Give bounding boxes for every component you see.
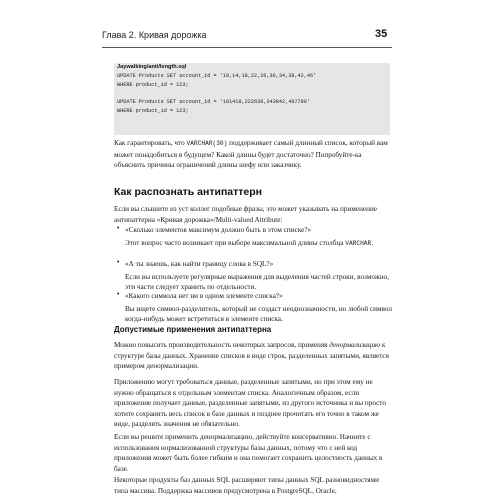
code-line: UPDATE Products SET account_id = '10,14,18,22,26,30,34,38,42,46' [117,73,317,79]
bullet-item-2 [125,259,392,293]
bullet-quote: «А ты знаешь, как найти границу слова в SQL?» [125,260,274,268]
bullet-icon: • [117,225,120,232]
section-heading: Как распознать антипаттерн [114,186,263,198]
bullet-quote: «Какого символа нет ни в одном элементе списка?» [125,292,283,300]
subsection-heading: Допустимые применения антипаттерна [114,325,272,334]
paragraph-array-types: Некоторые продукты баз данных SQL расширяют типы данных SQL разновидностями типа массива. Поддержка массивов предусмотрена в PostgreSQL, Oracle, [114,476,379,495]
paragraph-application-needs: Приложению могут требоваться данные, разделенные запятыми, но при этом ему не нужно обращаться к отдельным элементам списка. Аналогичным образом, если приложение получает данные, разделенные запятыми, из другого источника и вы просто хотите сохранить весь список в базе данных и позднее прочитать его точно в таком же виде, разделять значения не обязательно. [114,378,386,428]
code-listing-title: Jaywalking/anti/length.sql [117,64,187,70]
bullet-icon: • [117,291,120,298]
code-line: WHERE product_id = 123; [117,108,189,114]
page-number: 35 [375,28,388,40]
bullet-explanation: Вы ищете символ-разделитель, который не создаст неоднозначности, но любой символ когда-нибудь может встретиться в элементе списка. [125,304,392,323]
inline-code: VARCHAR(30) [186,140,228,147]
bullet-explanation: Если вы используете регулярные выражения для выделения частей строки, возможно, эти части следует хранить по отдельности. [125,272,389,291]
bullet-explanation: Этот вопрос часто возникает при выборе максимальной длины столбца VARCHAR. [125,238,374,247]
code-line: UPDATE Products SET account_id = '101418,222630,343842,467790' [117,99,311,105]
bullet-quote: «Сколько элементов максимум должно быть в этом списке?» [125,226,312,234]
paragraph-recognize-intro: Если вы слышите из уст коллег подобные фразы, это может указывать на применение антипаттерна «Кривая дорожка»/Multi-valued Attribute: [114,205,378,224]
bullet-item-3 [125,291,392,325]
paragraph-length-question: Как гарантировать, что VARCHAR(30) поддерживает самый длинный список, который вам может понадобиться в будущем? Какой длины будет достаточно? Попробуйте-ка объяснить причины ограничений длины шефу или заказчику. [114,139,388,169]
header-divider [102,47,392,48]
bullet-icon: • [117,259,120,266]
running-header-chapter: Глава 2. Кривая дорожка [102,30,207,40]
paragraph-denormalization: Можно повысить производительность некоторых запросов, применяя денормализацию к структуре базы данных. Хранение списков в виде строк, разделенных запятыми, является примером денормализации. [114,341,389,370]
code-line: WHERE product_id = 123; [117,82,189,88]
paragraph-conservative: Если вы решите применить денормализацию, действуйте консервативно. Начните с использования нормализованной структуры базы данных, потому что с ней код приложения может быть более гибким и она помогает сохранить целостность данных в базе. [114,433,383,473]
bullet-item-1 [125,225,392,249]
inline-code: VARCHAR [345,239,372,247]
